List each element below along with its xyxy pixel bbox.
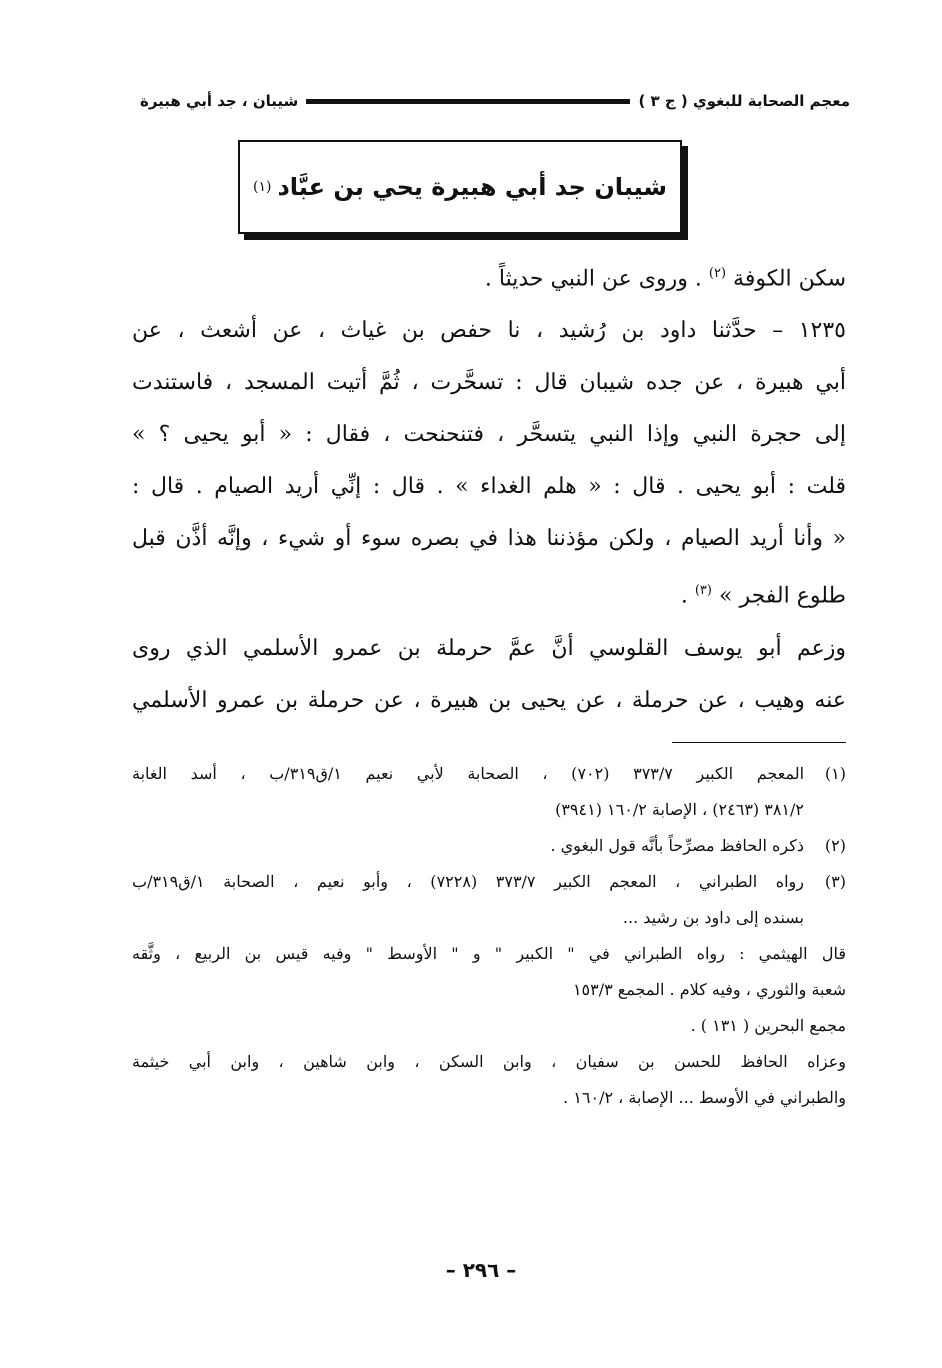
body-text xyxy=(132,248,846,727)
footnote-3-number: (٣) xyxy=(824,872,846,891)
running-header xyxy=(140,86,850,116)
footnote-1-line-1: المعجم الكبير ٣٧٣/٧ (٧٠٢) ، الصحابة لأبي نعيم ١/ق٣١٩/ب ، أسد الغابة xyxy=(132,764,804,783)
running-header-book-title: معجم الصحابة للبغوي ( ج ٣ ) xyxy=(638,92,850,110)
para2-line-1: وزعم أبو يوسف القلوسي أنَّ عمَّ حرملة بن عمرو الأسلمي الذي روى xyxy=(132,635,846,661)
hadith-last-a: طلوع الفجر » xyxy=(718,583,846,609)
para2-line-2: عنه وهيب ، عن حرملة ، عن يحيى بن هبيرة ، عن حرملة بن عمرو الأسلمي xyxy=(132,687,846,713)
footnote-1-number: (١) xyxy=(824,764,846,783)
footnote-3-text xyxy=(132,864,804,936)
footnotes xyxy=(132,756,846,1116)
footnote-2-line-1: ذكره الحافظ مصرِّحاً بأنَّه قول البغوي . xyxy=(550,836,804,855)
footnote-1-text xyxy=(132,756,804,828)
entry-title-footnote-mark: (١) xyxy=(252,179,272,195)
footnote-3-extra-line-1: قال الهيثمي : رواه الطبراني في " الكبير " و " الأوسط " وفيه قيس بن الربيع ، وثَّقه xyxy=(132,944,846,963)
hadith-line-2: أبي هبيرة ، عن جده شيبان قال : تسحَّرت ، ثُمَّ أتيت المسجد ، فاستندت xyxy=(132,370,846,396)
body-intro-footnote-mark: (٢) xyxy=(708,266,727,281)
footnote-2 xyxy=(132,828,846,864)
running-header-entry-title: شيبان ، جد أبي هبيرة xyxy=(140,92,299,110)
footnote-separator xyxy=(672,742,846,743)
footnote-3-extra-line-2: شعبة والثوري ، وفيه كلام . المجمع ١٥٣/٣ xyxy=(572,980,846,999)
running-header-rule xyxy=(306,99,630,104)
footnote-2-text xyxy=(132,828,804,864)
footnote-3-line-1: رواه الطبراني ، المعجم الكبير ٣٧٣/٧ (٧٢٢٨) ، وأبو نعيم ، الصحابة ١/ق٣١٩/ب xyxy=(132,872,804,891)
footnote-3 xyxy=(132,864,846,936)
hadith-last-footnote-mark: (٣) xyxy=(694,583,712,599)
footnote-2-number: (٢) xyxy=(824,836,846,855)
page-number: – ٢٩٦ – xyxy=(445,1258,517,1282)
hadith-last-b: . xyxy=(680,583,688,609)
footnote-3-line-2: بسنده إلى داود بن رشيد ... xyxy=(622,908,804,927)
footnote-3-extra-line-3: مجمع البحرين ( ١٣١ ) . xyxy=(690,1016,846,1035)
entry-title: شيبان جد أبي هبيرة يحي بن عبَّاد xyxy=(277,173,668,201)
body-intro-b: . وروى عن النبي حديثاً . xyxy=(484,266,702,292)
footnote-1-line-2: ٣٨١/٢ (٢٤٦٣) ، الإصابة ١٦٠/٢ (٣٩٤١) xyxy=(555,800,804,819)
entry-title-box xyxy=(238,140,682,234)
hadith-line-4: قلت : أبو يحيى . قال : « هلم الغداء » . قال : إنِّي أريد الصيام . قال : xyxy=(132,474,846,500)
hadith-line-5: « وأنا أريد الصيام ، ولكن مؤذننا هذا في بصره سوء أو شيء ، وإنَّه أذَّن قبل xyxy=(132,526,846,552)
hadith-line-3: إلى حجرة النبي وإذا النبي يتسحَّر ، فتنحنحت ، فقال : « أبو يحيى ؟ » xyxy=(132,422,846,448)
footnote-3-extra-line-5: والطبراني في الأوسط ... الإصابة ، ١٦٠/٢ . xyxy=(563,1088,846,1107)
body-line-intro xyxy=(132,248,846,305)
hadith-line-6 xyxy=(132,565,846,622)
footnote-3-extra-line-4: وعزاه الحافظ للحسن بن سفيان ، وابن السكن ، وابن شاهين ، وابن أبي خيثمة xyxy=(132,1052,846,1071)
footnote-1 xyxy=(132,756,846,828)
body-intro-a: سكن الكوفة xyxy=(733,266,846,292)
hadith-line-1: ١٢٣٥ – حدَّثنا داود بن رُشيد ، نا حفص بن غياث ، عن أشعث ، عن xyxy=(132,318,846,344)
footnote-3-continuation xyxy=(132,936,846,1116)
